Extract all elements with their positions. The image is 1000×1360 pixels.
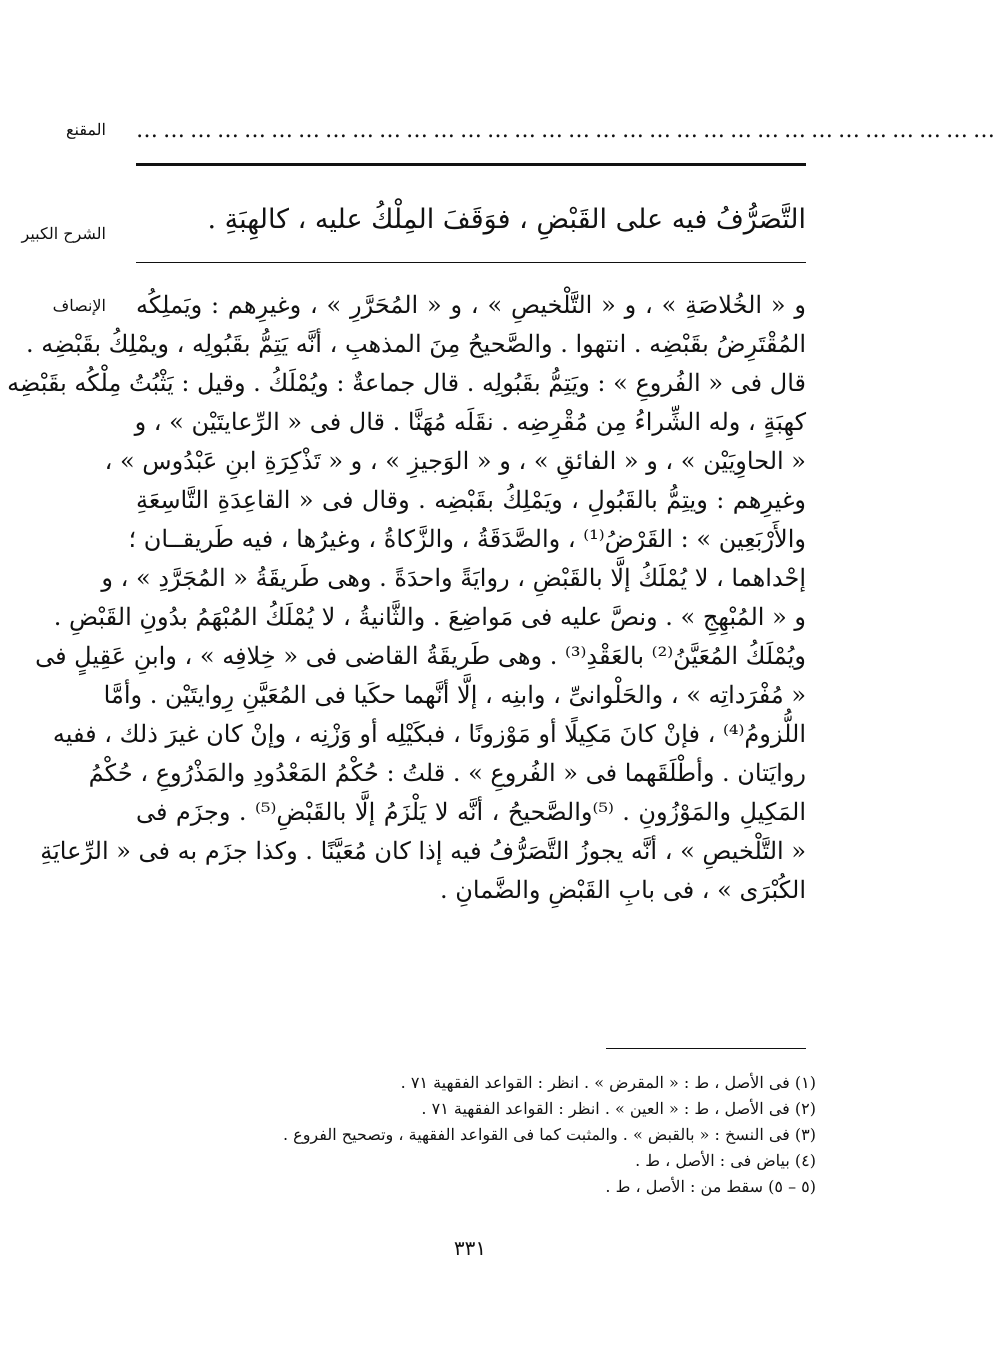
- text-line: إحْداهما ، لا يُمْلَكُ إلَّا بالقَبْضِ ، روايَةً واحدَةً . وهى طَريقَةُ « المُجَرَّدِ » ، و: [101, 564, 806, 592]
- text-line: ويُمْلَكُ المُعَيَّنُ⁽²⁾ بالعَقْدِ⁽³⁾ . وهى طَريقَةُ القاضى فى « خِلافِه » ، وابنِ عَقِيلٍ فى: [35, 642, 806, 670]
- text-line: قال فى « الفُروعِ » : ويَتِمُّ بقَبُولِه . قال جماعةٌ : ويُمْلَكُ . وقيل : يَثْبُتُ مِلْكُه بقَبْضِه: [7, 369, 806, 397]
- footnote: (٥ – ٥) سقط من : الأصل ، ط .: [605, 1177, 816, 1196]
- text-line: الكُبْرَى » ، فى بابِ القَبْضِ والضَّمانِ .: [440, 876, 806, 904]
- text-line: اللُّزومُ⁽⁴⁾ ، فإنْ كانَ مَكِيلًا أو مَوْزونًا ، فبكَيْلِه أو وَزْنِه ، وإنْ كان غيرَ ذلك ، ففيه: [52, 720, 806, 748]
- text-line: و « الخُلاصَةِ » ، و « التَّلْخيصِ » ، و « المُحَرَّرِ » ، وغيرِهم : ويَملِكُه: [136, 291, 806, 319]
- text-line: وغيرِهم : ويتِمُّ بالقَبُولِ ، ويَمْلِكُ بقَبْضِه . وقال فى « القاعِدَةِ التَّاسِعَةِ: [136, 486, 806, 514]
- page-number: ٣٣١: [453, 1236, 487, 1260]
- text-line: كهِبَةٍ ، وله الشِّراءُ مِن مُقْرِضِه . نقَلَه مُهَنَّا . قال فى « الرِّعايتَيْن » ، و: [134, 408, 806, 436]
- middle-rule: [136, 262, 806, 263]
- side-label-insaf: الإنصاف: [52, 296, 106, 315]
- text-line: المَكِيلِ والمَوْزُونِ . ⁽⁵⁾والصَّحيحُ ، أنَّه لا يَلْزَمُ إلَّا بالقَبْضِ⁽⁵⁾ . وجزَم فى: [136, 798, 806, 826]
- footnotes: [136, 1070, 816, 1200]
- footnote: (٤) بياض فى : الأصل ، ط .: [635, 1151, 816, 1170]
- side-label-muqni: المقنع: [65, 120, 106, 139]
- text-line: « مُفْرَداتِه » ، والحَلْوانىِّ ، وابنِه ، إلَّا أنَّهما حكَيا فى المُعَيَّنِ رِوايتَيْن . وأمَّا: [103, 681, 806, 709]
- text-line: روايَتان . وأطْلَقَهما فى « الفُروعِ » . قلتُ : حُكْمُ المَعْدُودِ والمَذْرُوعِ ، حُكْمُ: [88, 759, 806, 787]
- text-line: « الحاوِيَيْن » ، و « الفائقِ » ، و « الوَجيزِ » ، و « تَذْكِرَةِ ابنِ عَبْدُوس » ،: [104, 447, 806, 475]
- text-line: والأَرْبَعِين » : القَرْضُ⁽¹⁾ ، والصَّدَقَةُ ، والزَّكاةُ ، وغيرُها ، فيه طَريقــان ؛: [128, 525, 806, 553]
- dotted-separator: ……………………………………………………………………………………: [136, 118, 1000, 143]
- text-line: المُقْتَرِضُ بقَبْضِه . انتهوا . والصَّحيحُ مِنَ المذهبِ ، أنَّه يَتِمُّ بقَبُولِه ، ويمْلِكُ بقَبْضِه .: [26, 330, 806, 358]
- footnote: (٢) فى الأصل ، ط : « العين » . انظر : القواعد الفقهية ٧١ .: [421, 1099, 816, 1118]
- text-line: « التَّلْخيصِ » ، أنَّه يجوزُ التَّصَرُّفُ فيه إذا كان مُعَيَّنًا . وكذا جزَم به فى « الرِّعايَةِ: [40, 837, 806, 865]
- footnote: (١) فى الأصل ، ط : « المقرض » . انظر : القواعد الفقهية ٧١ .: [400, 1073, 816, 1092]
- side-label-sharh: الشرح الكبير: [21, 224, 106, 243]
- footnote: (٣) فى النسخ : « بالقبض » . والمثبت كما فى القواعد الفقهية ، وتصحيح الفروع .: [282, 1125, 816, 1144]
- sharh-text: التَّصَرُّفُ فيه على القَبْضِ ، فوَقَفَ المِلْكُ عليه ، كالهِبَةِ .: [207, 204, 806, 235]
- top-rule: [136, 163, 806, 166]
- footnote-rule: [606, 1048, 806, 1049]
- text-line: و « المُبْهِجِ » . ونصَّ عليه فى مَواضِعَ . والثَّانيةُ ، لا يُمْلَكُ المُبْهَمُ بدُونِ القَبْضِ .: [53, 603, 806, 631]
